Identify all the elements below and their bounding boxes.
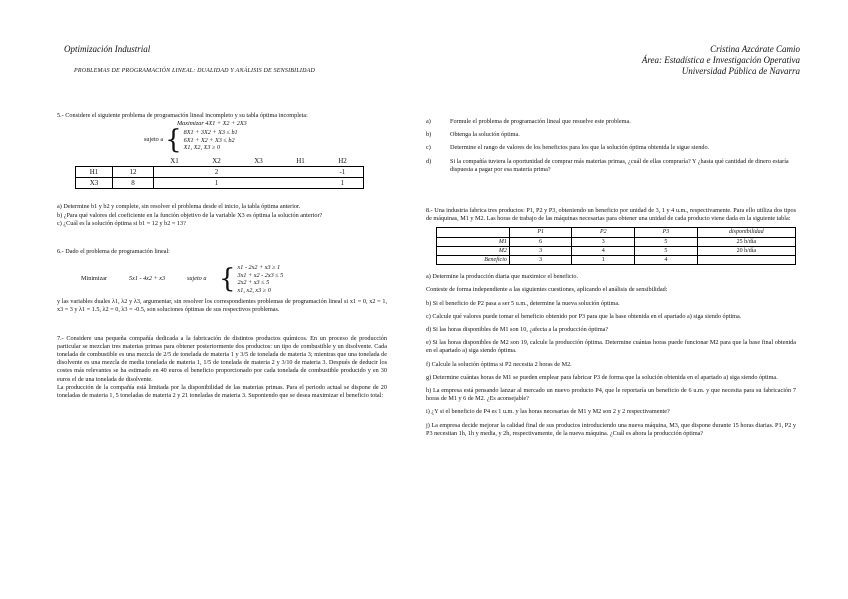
- problem-8-question-i: i) ¿Y si el beneficio de P4 es 1 u.m. y las horas necesarias de M1 y M2 son 2 y 2 respectivamente?: [426, 408, 670, 416]
- table-cell: [280, 178, 322, 189]
- problem-8-context: Conteste de forma independiente a las siguientes cuestiones, aplicando el análisis de sensibilidad:: [426, 286, 668, 294]
- table-cell: 2: [196, 167, 238, 178]
- list-item: [426, 158, 796, 174]
- tableau-header: H1: [296, 157, 305, 166]
- right-column: [426, 118, 796, 443]
- table-cell: 3: [509, 256, 572, 265]
- author-name: Cristina Azcárate Camio: [710, 44, 800, 54]
- problem-6-body: y las variables duales λ1, λ2 y λ3, argumentar, sin resolver los correspondientes problemas de programación lineal si x1 = 0, x2 = 1, x3 = 3 y λ1 = 1.5, λ2 = 0, λ3 = -0.5, son soluciones óptimas de sus respectivos problemas.: [57, 298, 387, 314]
- table-cell: 3: [572, 237, 635, 246]
- table-row: [437, 246, 796, 255]
- item-text: Si la compañía tuviera la oportunidad de comprar más materias primas, ¿cuál de ellas compraría? Y ¿hasta qué cantidad de dinero estaría dispuesta a pagar por esa materia prima?: [450, 157, 789, 173]
- problem-8-question-g: g) Determine cuántas horas de M1 se pueden emplear para fabricar P3 de forma que la solución obtenida en el apartado a) siga siendo óptima.: [426, 373, 778, 381]
- problem-6-minimize: Minimizar: [81, 275, 108, 283]
- problem-5-intro: 5.- Considere el siguiente problema de programación lineal incompleto y su tabla óptima incompleta:: [57, 112, 308, 119]
- problem-8-intro: 8.- Una industria fabrica tres productos: P1, P2 y P3, obteniendo un beneficio por unidad de 3, 1 y 4 u.m., respectivamente. Para ello utiliza dos tipos de máquinas, M1 y M2. Las horas de trabajo de las máquinas necesarias para obtener una unidad de cada producto viene dada en la siguiente tabla:: [426, 207, 796, 223]
- problem-7-text: La producción de la compañía está limitada por la disponibilidad de las materias primas. Para el periodo actual se dispone de 20 toneladas de materia 1, 5 toneladas de materia 2 y 21 toneladas de materia 3. Suponiendo que se desea maximizar el beneficio total:: [57, 383, 387, 400]
- course-title: Optimización Industrial: [64, 44, 151, 54]
- optimal-tableau: [75, 156, 364, 189]
- university-name: Universidad Pública de Navarra: [681, 66, 800, 76]
- table-cell: [697, 256, 795, 265]
- table-header: disponibilidad: [697, 228, 795, 237]
- problem-8-question-h: h) La empresa está pensando lanzar al mercado un nuevo producto P4, que le reportaría un beneficio de 6 u.m. y que necesita para su fabricación 7 horas de M1 y 6 de M2. ¿Es aconsejable?: [426, 387, 796, 403]
- document-title: PROBLEMAS DE PROGRAMACIÓN LINEAL: DUALIDAD Y ANÁLISIS DE SENSIBILIDAD: [74, 68, 315, 74]
- item-text: Obtenga la solución óptima.: [450, 131, 520, 139]
- table-cell: 1: [322, 178, 364, 189]
- constraint-line: 6X1 + X2 + X3 ≤ b2: [183, 136, 235, 144]
- header-right: [642, 44, 800, 77]
- table-cell: [154, 167, 196, 178]
- problem-8-question-b: b) Si el beneficio de P2 pasa a ser 5 u.m., determine la nueva solución óptima.: [426, 299, 620, 307]
- table-cell: [238, 178, 280, 189]
- table-header: P2: [572, 228, 635, 237]
- table-cell: [280, 167, 322, 178]
- table-header: P1: [509, 228, 572, 237]
- row-value: 8: [113, 178, 154, 189]
- constraint-line: x1 - 2x2 + x3 ≥ 1: [237, 264, 281, 272]
- problem-7-text: 7.- Considere una pequeña compañía dedicada a la fabricación de distintos productos químicos. En un proceso de producción particular se mezclan tres materias primas para obtener posteriormente dos productos: un tipo de combustible y un disolvente. Cada tonelada de combustible es una mezcla de 2/5 de tonelada de materia 1 y 3/5 de tonelada de materia 3; mientras que una tonelada de disolvente es una mezcla de media tonelada de materia 1, 1/5 de tonelada de materia 2 y 3/10 de materia 3. Después de deducir los costes más relevantes se ha estimado en 40 euros el beneficio proporcionado por cada tonelada de combustible producido y en 30 euros el de una tonelada de disolvente.: [57, 334, 387, 383]
- tableau-header: H2: [338, 157, 347, 166]
- problem-6-subject-to: sujeto a: [187, 275, 207, 283]
- problem-8-question-c: c) Calcule qué valores puede tomar el beneficio obtenido por P3 para que la base obtenida en el apartado a) siga siendo óptima.: [426, 312, 742, 320]
- tableau-header: X3: [254, 157, 263, 166]
- brace-icon: {: [165, 125, 182, 156]
- problem-6-formulation: [81, 264, 387, 294]
- problem-8-question-f: f) Calcule la solución óptima si P2 necesita 2 horas de M2.: [426, 360, 572, 368]
- table-cell: 4: [572, 246, 635, 255]
- problem-8-question-j: j) La empresa decide mejorar la calidad final de sus productos introduciendo una nueva máquina, M3, que dispone durante 15 horas diarias. P1, P2 y P3 necesitan 1h, 1h y media, y 2h, respectivamente, de la nueva máquina. ¿Cuál es ahora la producción óptima?: [426, 421, 796, 437]
- table-cell: 25 h/día: [697, 237, 795, 246]
- list-item: [426, 144, 796, 152]
- problem-6-intro: 6.- Dado el problema de programación lineal:: [57, 248, 170, 256]
- row-label: H1: [76, 167, 113, 178]
- problem-5-question-c: c) ¿Cuál es la solución óptima si b1 = 12 y b2 = 13?: [57, 219, 186, 227]
- table-cell: [238, 167, 280, 178]
- table-cell: 1: [572, 256, 635, 265]
- problem-6-objective: 5x1 - 4x2 + x3: [129, 275, 166, 283]
- table-cell: 20 h/día: [697, 246, 795, 255]
- table-cell: 3: [509, 246, 572, 255]
- table-cell: 5: [635, 237, 698, 246]
- item-text: Formule el problema de programación lineal que resuelve este problema.: [450, 118, 631, 125]
- table-row: [437, 237, 796, 246]
- problem-5-objective: Maximizar 4X1 + X2 + 2X3: [177, 120, 247, 128]
- table-row: [76, 167, 364, 178]
- constraint-line: 2x2 + x3 ≤ 5: [237, 279, 270, 287]
- problem-5-constraints: [144, 125, 387, 156]
- tableau-header: X2: [212, 157, 221, 166]
- problem-5-question-b: b) ¿Para qué valores del coeficiente en la función objetivo de la variable X3 es óptima la solución anterior?: [57, 211, 323, 219]
- row-label: X3: [76, 178, 113, 189]
- item-number: d): [426, 157, 432, 165]
- table-header: P3: [635, 228, 698, 237]
- constraint-line: X1, X2, X3 ≥ 0: [183, 144, 221, 152]
- item-text: Determine el rango de valores de los beneficios para los que la solución óptima obtenida le sigue siendo.: [450, 144, 710, 152]
- table-cell: 1: [196, 178, 238, 189]
- problem-8-question-a: a) Determine la producción diaria que maximice el beneficio.: [426, 273, 579, 281]
- problem-5-subject-to: sujeto a: [144, 136, 164, 144]
- left-column: [57, 112, 387, 400]
- row-value: 12: [113, 167, 154, 178]
- problem-8-question-d: d) Si las horas disponibles de M1 son 10, ¿afecta a la producción óptima?: [426, 326, 609, 334]
- list-item: [426, 118, 796, 126]
- constraint-line: x1, x2, x3 ≥ 0: [237, 286, 271, 294]
- table-cell: 4: [635, 256, 698, 265]
- item-number: c): [426, 144, 431, 152]
- table-row: [437, 256, 796, 265]
- table-cell: -1: [322, 167, 364, 178]
- machine-hours-table: [436, 227, 796, 265]
- item-number: a): [426, 118, 431, 125]
- tableau-header: X1: [170, 157, 179, 166]
- problem-8-question-e: e) Si las horas disponibles de M2 son 19, calcule la producción óptima. Determine cuántas horas puede funcionar M2 para que la base final obtenida en el apartado a) siga siendo óptima.: [426, 339, 796, 355]
- table-row: [76, 178, 364, 189]
- list-item: [426, 131, 796, 139]
- item-number: b): [426, 131, 432, 139]
- table-cell: 6: [509, 237, 572, 246]
- brace-icon: {: [219, 264, 236, 295]
- table-cell: 5: [635, 246, 698, 255]
- constraint-line: 3x1 + x2 - 2x3 ≤ 5: [237, 271, 284, 279]
- table-cell: M1: [437, 237, 510, 246]
- table-header: [437, 228, 510, 237]
- author-area: Área: Estadística e Investigación Operativa: [641, 55, 800, 65]
- header-left: [64, 44, 315, 77]
- table-cell: [154, 178, 196, 189]
- constraint-line: 8X1 + 3X2 + X3 ≤ b1: [183, 129, 238, 137]
- table-cell: M2: [437, 246, 510, 255]
- table-cell: Beneficio: [437, 256, 510, 265]
- problem-5-question-a: a) Determine b1 y b2 y complete, sin resolver el problema desde el inicio, la tabla óptima anterior.: [57, 203, 301, 211]
